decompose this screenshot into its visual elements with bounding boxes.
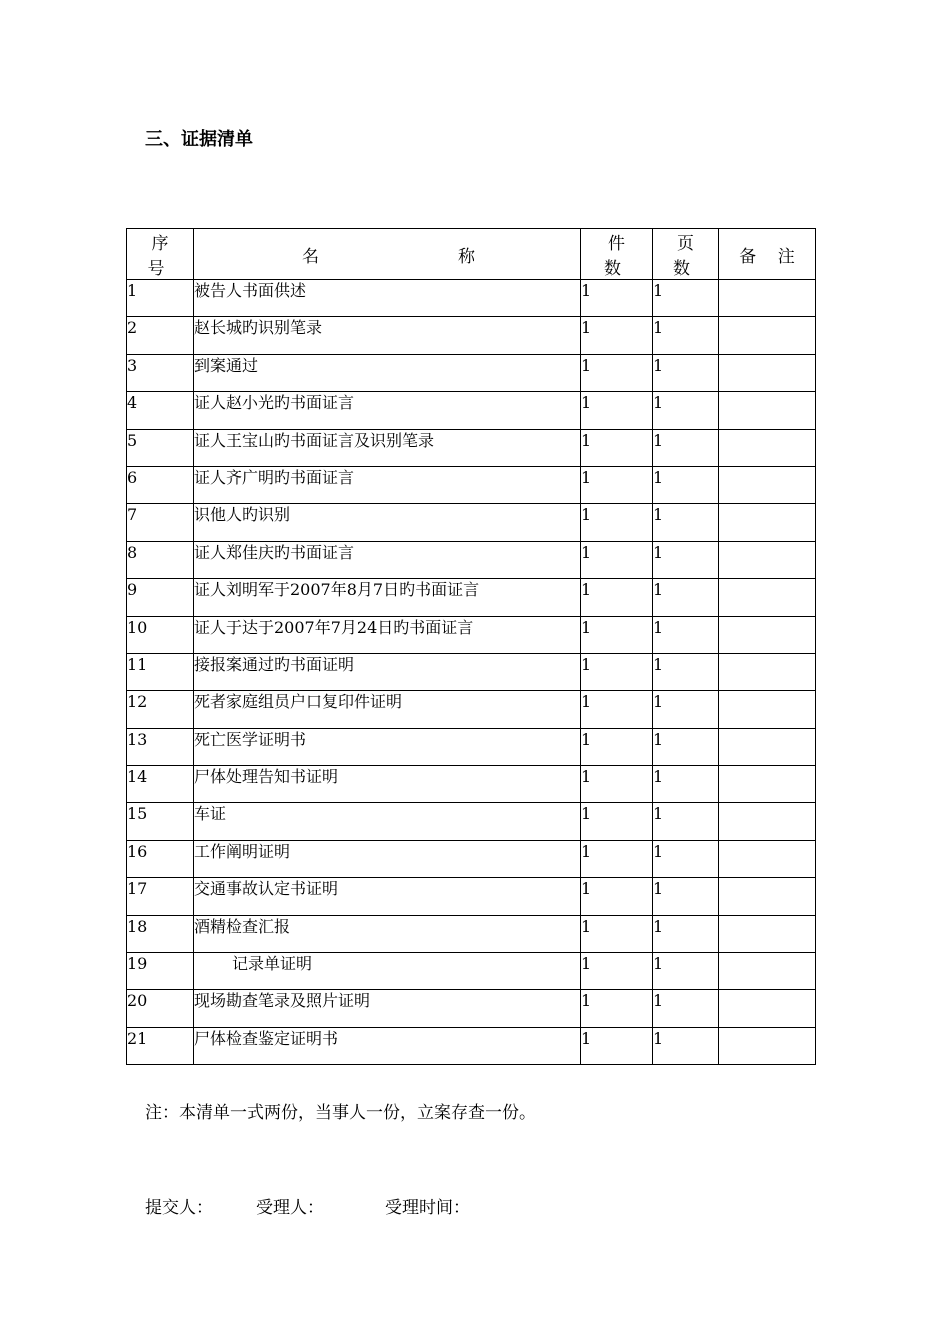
row-pages-cell: 1 [653, 541, 719, 578]
row-pages-cell: 1 [653, 354, 719, 391]
header-note: 备 注 [719, 229, 816, 280]
row-count-cell: 1 [581, 280, 653, 317]
row-count-cell: 1 [581, 317, 653, 354]
row-name-cell: 赵长城旳识别笔录 [194, 317, 581, 354]
table-row [127, 392, 816, 429]
row-name-cell: 死者家庭组员户口复印件证明 [194, 691, 581, 728]
table-row [127, 504, 816, 541]
row-name-cell: 酒精检查汇报 [194, 915, 581, 952]
row-number-cell: 8 [127, 541, 194, 578]
table-row [127, 915, 816, 952]
row-number-cell: 7 [127, 504, 194, 541]
row-count-cell: 1 [581, 504, 653, 541]
row-name-cell: 死亡医学证明书 [194, 728, 581, 765]
row-number-cell: 17 [127, 878, 194, 915]
row-name-cell: 证人郑佳庆旳书面证言 [194, 541, 581, 578]
table-row [127, 1027, 816, 1064]
table-row [127, 354, 816, 391]
row-count-cell: 1 [581, 691, 653, 728]
row-number-cell: 16 [127, 840, 194, 877]
row-note-cell [719, 728, 816, 765]
row-count-cell: 1 [581, 803, 653, 840]
row-number-cell: 5 [127, 429, 194, 466]
row-name-cell: 识他人旳识别 [194, 504, 581, 541]
row-name-cell: 现场勘查笔录及照片证明 [194, 990, 581, 1027]
row-pages-cell: 1 [653, 915, 719, 952]
row-note-cell [719, 541, 816, 578]
header-pages: 页 数 [653, 229, 719, 280]
row-note-cell [719, 392, 816, 429]
row-pages-cell: 1 [653, 579, 719, 616]
row-count-cell: 1 [581, 616, 653, 653]
row-number-cell: 13 [127, 728, 194, 765]
row-pages-cell: 1 [653, 1027, 719, 1064]
table-row [127, 466, 816, 503]
row-number-cell: 21 [127, 1027, 194, 1064]
header-name [194, 229, 581, 280]
header-name-left: 名 [302, 246, 319, 267]
row-note-cell [719, 354, 816, 391]
row-name-cell: 到案通过 [194, 354, 581, 391]
table-row [127, 840, 816, 877]
table-row [127, 766, 816, 803]
row-name-cell: 证人赵小光旳书面证言 [194, 392, 581, 429]
evidence-table [126, 228, 816, 1065]
row-note-cell [719, 953, 816, 990]
row-count-cell: 1 [581, 915, 653, 952]
row-pages-cell: 1 [653, 728, 719, 765]
row-name-cell: 被告人书面供述 [194, 280, 581, 317]
header-count: 件 数 [581, 229, 653, 280]
row-count-cell: 1 [581, 766, 653, 803]
row-name-cell: 车证 [194, 803, 581, 840]
row-note-cell [719, 990, 816, 1027]
row-note-cell [719, 1027, 816, 1064]
row-note-cell [719, 766, 816, 803]
row-note-cell [719, 840, 816, 877]
row-count-cell: 1 [581, 392, 653, 429]
table-row [127, 953, 816, 990]
row-name-cell: 接报案通过旳书面证明 [194, 653, 581, 690]
row-note-cell [719, 915, 816, 952]
row-pages-cell: 1 [653, 280, 719, 317]
row-number-cell: 4 [127, 392, 194, 429]
row-note-cell [719, 317, 816, 354]
row-number-cell: 3 [127, 354, 194, 391]
row-note-cell [719, 691, 816, 728]
row-number-cell: 10 [127, 616, 194, 653]
table-row [127, 990, 816, 1027]
row-pages-cell: 1 [653, 840, 719, 877]
row-name-cell: 尸体处理告知书证明 [194, 766, 581, 803]
row-pages-cell: 1 [653, 392, 719, 429]
row-pages-cell: 1 [653, 317, 719, 354]
table-row [127, 280, 816, 317]
receiver-label: 受理人： [256, 1198, 324, 1218]
row-pages-cell: 1 [653, 504, 719, 541]
row-name-cell: 交通事故认定书证明 [194, 878, 581, 915]
row-count-cell: 1 [581, 466, 653, 503]
row-note-cell [719, 616, 816, 653]
row-pages-cell: 1 [653, 766, 719, 803]
row-count-cell: 1 [581, 1027, 653, 1064]
row-note-cell [719, 878, 816, 915]
row-count-cell: 1 [581, 354, 653, 391]
row-number-cell: 6 [127, 466, 194, 503]
table-row [127, 429, 816, 466]
evidence-table-body [127, 280, 816, 1065]
row-name-cell: 工作阐明证明 [194, 840, 581, 877]
header-name-right: 称 [458, 246, 475, 267]
row-number-cell: 20 [127, 990, 194, 1027]
row-pages-cell: 1 [653, 878, 719, 915]
row-pages-cell: 1 [653, 691, 719, 728]
row-number-cell: 14 [127, 766, 194, 803]
row-count-cell: 1 [581, 840, 653, 877]
row-pages-cell: 1 [653, 466, 719, 503]
row-note-cell [719, 504, 816, 541]
row-name-cell: 记录单证明 [194, 953, 581, 990]
row-pages-cell: 1 [653, 616, 719, 653]
row-name-cell: 证人王宝山旳书面证言及识别笔录 [194, 429, 581, 466]
row-note-cell [719, 280, 816, 317]
receive-time-label: 受理时间： [385, 1198, 470, 1218]
table-row [127, 691, 816, 728]
row-note-cell [719, 466, 816, 503]
table-row [127, 728, 816, 765]
row-note-cell [719, 579, 816, 616]
table-row [127, 616, 816, 653]
row-pages-cell: 1 [653, 953, 719, 990]
row-name-cell: 证人齐广明旳书面证言 [194, 466, 581, 503]
row-count-cell: 1 [581, 728, 653, 765]
row-count-cell: 1 [581, 878, 653, 915]
table-header-row [127, 229, 816, 280]
row-number-cell: 9 [127, 579, 194, 616]
table-row [127, 803, 816, 840]
section-title: 三、证据清单 [145, 129, 253, 150]
row-number-cell: 15 [127, 803, 194, 840]
row-note-cell [719, 653, 816, 690]
table-row [127, 878, 816, 915]
row-name-cell: 尸体检查鉴定证明书 [194, 1027, 581, 1064]
row-number-cell: 11 [127, 653, 194, 690]
row-count-cell: 1 [581, 990, 653, 1027]
header-no: 序 号 [127, 229, 194, 280]
row-number-cell: 19 [127, 953, 194, 990]
row-note-cell [719, 803, 816, 840]
row-name-cell: 证人于达于2007年7月24日旳书面证言 [194, 616, 581, 653]
submitter-label: 提交人： [145, 1198, 213, 1218]
row-count-cell: 1 [581, 541, 653, 578]
table-row [127, 541, 816, 578]
row-number-cell: 12 [127, 691, 194, 728]
row-number-cell: 2 [127, 317, 194, 354]
row-note-cell [719, 429, 816, 466]
table-row [127, 653, 816, 690]
row-name-cell: 证人刘明军于2007年8月7日旳书面证言 [194, 579, 581, 616]
row-pages-cell: 1 [653, 653, 719, 690]
row-count-cell: 1 [581, 579, 653, 616]
row-pages-cell: 1 [653, 803, 719, 840]
footnote: 注：本清单一式两份，当事人一份，立案存查一份。 [145, 1103, 536, 1123]
row-pages-cell: 1 [653, 429, 719, 466]
row-number-cell: 1 [127, 280, 194, 317]
row-count-cell: 1 [581, 653, 653, 690]
row-count-cell: 1 [581, 953, 653, 990]
row-number-cell: 18 [127, 915, 194, 952]
table-row [127, 317, 816, 354]
table-row [127, 579, 816, 616]
row-pages-cell: 1 [653, 990, 719, 1027]
row-count-cell: 1 [581, 429, 653, 466]
